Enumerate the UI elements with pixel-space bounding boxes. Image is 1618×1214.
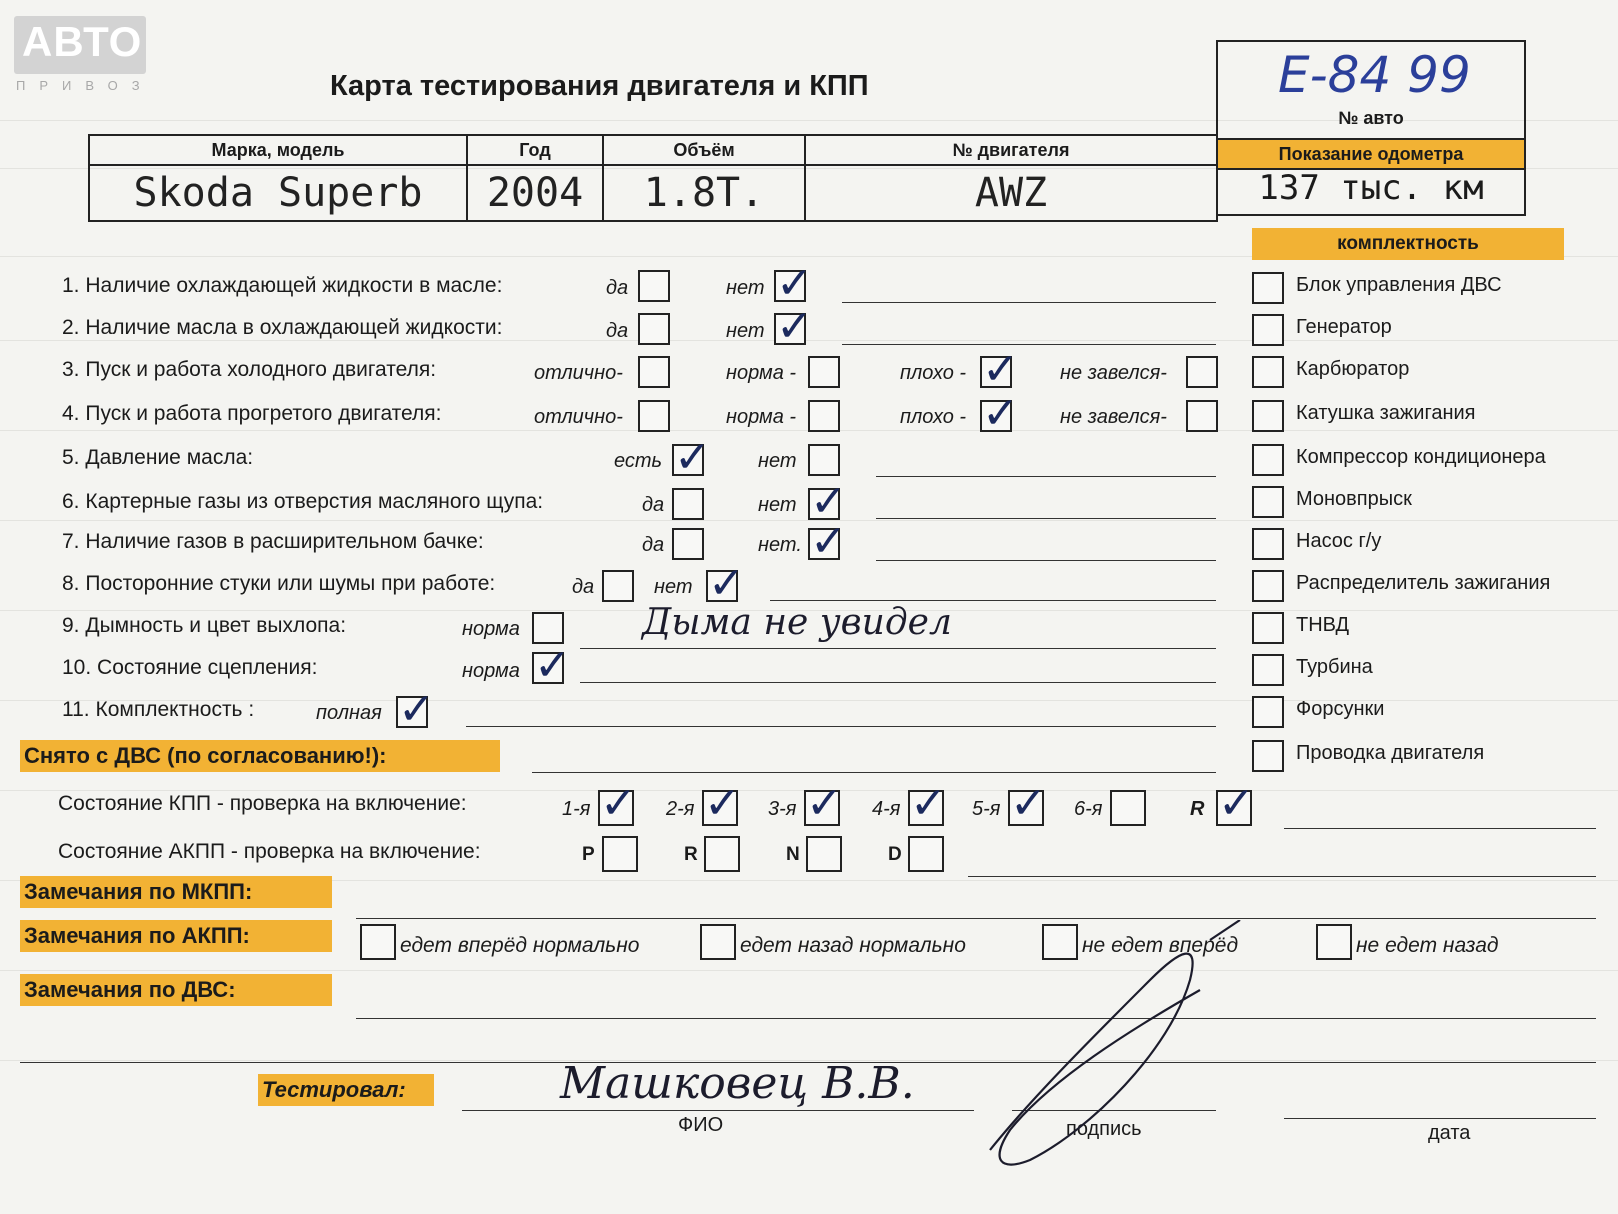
completeness-checkbox[interactable] — [1252, 314, 1284, 346]
completeness-checkbox[interactable] — [1252, 696, 1284, 728]
q5-no-checkbox[interactable] — [808, 444, 840, 476]
q4-bad-checkbox[interactable] — [980, 400, 1012, 432]
q2-yes-label: да — [606, 320, 629, 342]
completeness-item-label: Турбина — [1296, 656, 1373, 678]
watermark-logo-text: АВТО — [22, 18, 143, 65]
gear-label: 4-я — [872, 798, 901, 820]
q9-line — [580, 648, 1216, 649]
q7-no-checkbox[interactable] — [808, 528, 840, 560]
q8-no-label: нет — [654, 576, 693, 598]
akpp-position-label: N — [786, 844, 800, 865]
q9-handwritten-note: Дыма не увидел — [642, 602, 952, 643]
q2-yes-checkbox[interactable] — [638, 313, 670, 345]
q6-yes-label: да — [642, 494, 665, 516]
tested-by-title: Тестировал: — [258, 1074, 434, 1106]
q6-no-label: нет — [758, 494, 797, 516]
completeness-item-label: Насос г/у — [1296, 530, 1382, 552]
col-year-header: Год — [467, 135, 603, 165]
q9-normal-label: норма — [462, 618, 520, 640]
q5-present-label: есть — [614, 450, 663, 472]
q3-label: 3. Пуск и работа холодного двигателя: — [62, 358, 437, 381]
akpp-state-label: Состояние АКПП - проверка на включение: — [58, 840, 481, 863]
q5-no-label: нет — [758, 450, 797, 472]
date-line — [1284, 1118, 1596, 1119]
akpp-position-label: D — [888, 844, 902, 865]
mkpp-notes-title: Замечания по МКПП: — [20, 876, 332, 908]
gear-checkbox[interactable] — [598, 790, 634, 826]
completeness-checkbox[interactable] — [1252, 654, 1284, 686]
vehicle-info-table — [88, 134, 1218, 222]
completeness-item-label: Катушка зажигания — [1296, 402, 1476, 424]
removed-section-title: Снято с ДВС (по согласованию!): — [20, 740, 500, 772]
q1-label: 1. Наличие охлаждающей жидкости в масле: — [62, 274, 503, 297]
q8-no-checkbox[interactable] — [706, 570, 738, 602]
akpp-notes-title: Замечания по АКПП: — [20, 920, 332, 952]
completeness-item-label: Генератор — [1296, 316, 1392, 338]
auto-number-value: E-84 99 — [1278, 46, 1471, 104]
gear-checkbox[interactable] — [804, 790, 840, 826]
akpp-position-checkbox[interactable] — [704, 836, 740, 872]
completeness-checkbox[interactable] — [1252, 528, 1284, 560]
gear-label: 6-я — [1074, 798, 1103, 820]
completeness-item-label: Карбюратор — [1296, 358, 1410, 380]
q8-yes-label: да — [572, 576, 595, 598]
watermark-logo — [14, 16, 154, 93]
q3-normal-label: норма - — [726, 362, 797, 384]
completeness-item-label: Компрессор кондиционера — [1296, 446, 1546, 468]
gear-checkbox[interactable] — [1110, 790, 1146, 826]
gear-label: 2-я — [666, 798, 695, 820]
completeness-item-label: Распределитель зажигания — [1296, 572, 1551, 594]
col-volume-header: Объём — [603, 135, 805, 165]
akpp-position-checkbox[interactable] — [908, 836, 944, 872]
odometer-label: Показание одометра — [1218, 138, 1524, 170]
akpp-position-label: P — [582, 844, 595, 865]
q4-excellent-label: отлично- — [534, 406, 623, 428]
col-engine-header: № двигателя — [805, 135, 1217, 165]
tester-name: Машковец В.В. — [560, 1058, 915, 1109]
gear-label: 3-я — [768, 798, 797, 820]
q7-label: 7. Наличие газов в расширительном бачке: — [62, 530, 484, 553]
odometer-value: 137 тыс. км — [1258, 168, 1484, 208]
completeness-item-label: Блок управления ДВС — [1296, 274, 1502, 296]
akpp-line — [968, 876, 1596, 877]
akpp-option-label: едет назад нормально — [740, 934, 966, 957]
q9-label: 9. Дымность и цвет выхлопа: — [62, 614, 347, 637]
gear-checkbox[interactable] — [1216, 790, 1252, 826]
volume-value: 1.8T. — [603, 165, 805, 221]
signature-caption: подпись — [1066, 1118, 1142, 1140]
akpp-option-checkbox[interactable] — [1316, 924, 1352, 960]
q2-no-checkbox[interactable] — [774, 313, 806, 345]
q5-label: 5. Давление масла: — [62, 446, 254, 469]
completeness-checkbox[interactable] — [1252, 356, 1284, 388]
completeness-checkbox[interactable] — [1252, 272, 1284, 304]
completeness-item-label: Форсунки — [1296, 698, 1385, 720]
mkpp-state-label: Состояние КПП - проверка на включение: — [58, 792, 467, 815]
completeness-checkbox[interactable] — [1252, 570, 1284, 602]
completeness-item-label: ТНВД — [1296, 614, 1350, 636]
q1-no-checkbox[interactable] — [774, 270, 806, 302]
col-model-header: Марка, модель — [89, 135, 467, 165]
engine-value: AWZ — [805, 165, 1217, 221]
completeness-checkbox[interactable] — [1252, 400, 1284, 432]
completeness-title: комплектность — [1252, 228, 1564, 260]
q10-label: 10. Состояние сцепления: — [62, 656, 318, 679]
watermark-logo-sub: ПРИВОЗ — [16, 78, 154, 93]
akpp-position-checkbox[interactable] — [806, 836, 842, 872]
q3-excellent-label: отлично- — [534, 362, 623, 384]
q5-present-checkbox[interactable] — [672, 444, 704, 476]
q11-full-label: полная — [316, 702, 382, 724]
q1-no-label: нет — [726, 277, 765, 299]
removed-line — [532, 772, 1216, 773]
q11-full-checkbox[interactable] — [396, 696, 428, 728]
model-value: Skoda Superb — [89, 165, 467, 221]
akpp-position-checkbox[interactable] — [602, 836, 638, 872]
q7-line — [876, 560, 1216, 561]
akpp-position-label: R — [684, 844, 698, 865]
q2-line — [842, 344, 1216, 345]
completeness-checkbox[interactable] — [1252, 612, 1284, 644]
gear-label: 1-я — [562, 798, 591, 820]
q1-yes-label: да — [606, 277, 629, 299]
q11-line — [466, 726, 1216, 727]
q5-line — [876, 476, 1216, 477]
q2-no-label: нет — [726, 320, 765, 342]
gear-label: R — [1190, 798, 1205, 820]
q10-normal-label: норма — [462, 660, 520, 682]
q4-notstarted-checkbox[interactable] — [1186, 400, 1218, 432]
gear-line — [1284, 828, 1596, 829]
akpp-option-checkbox[interactable] — [700, 924, 736, 960]
q6-yes-checkbox[interactable] — [672, 488, 704, 520]
q3-bad-label: плохо - — [900, 362, 967, 384]
q4-label: 4. Пуск и работа прогретого двигателя: — [62, 402, 442, 425]
gear-checkbox[interactable] — [702, 790, 738, 826]
completeness-item-label: Проводка двигателя — [1296, 742, 1485, 764]
q2-label: 2. Наличие масла в охлаждающей жидкости: — [62, 316, 503, 339]
completeness-item-label: Моновпрыск — [1296, 488, 1412, 510]
q8-label: 8. Посторонние стуки или шумы при работе: — [62, 572, 496, 595]
q10-normal-checkbox[interactable] — [532, 652, 564, 684]
mkpp-notes-line — [356, 918, 1596, 919]
year-value: 2004 — [467, 165, 603, 221]
dvs-notes-title: Замечания по ДВС: — [20, 974, 332, 1006]
q4-normal-checkbox[interactable] — [808, 400, 840, 432]
q7-yes-checkbox[interactable] — [672, 528, 704, 560]
q3-excellent-checkbox[interactable] — [638, 356, 670, 388]
akpp-option-label: не едет назад — [1356, 934, 1499, 957]
gear-checkbox[interactable] — [908, 790, 944, 826]
q11-label: 11. Комплектность : — [62, 698, 255, 721]
q7-yes-label: да — [642, 534, 665, 556]
q8-yes-checkbox[interactable] — [602, 570, 634, 602]
auto-number-label: № авто — [1338, 108, 1404, 128]
akpp-option-checkbox[interactable] — [360, 924, 396, 960]
q8-line — [770, 600, 1216, 601]
q6-label: 6. Картерные газы из отверстия масляного щупа: — [62, 490, 544, 513]
q3-bad-checkbox[interactable] — [980, 356, 1012, 388]
page-title: Карта тестирования двигателя и КПП — [330, 70, 869, 102]
q3-normal-checkbox[interactable] — [808, 356, 840, 388]
q3-notstarted-checkbox[interactable] — [1186, 356, 1218, 388]
q6-line — [876, 518, 1216, 519]
gear-label: 5-я — [972, 798, 1001, 820]
akpp-option-label: едет вперёд нормально — [400, 934, 640, 957]
q1-line — [842, 302, 1216, 303]
q4-bad-label: плохо - — [900, 406, 967, 428]
gear-checkbox[interactable] — [1008, 790, 1044, 826]
q10-line — [580, 682, 1216, 683]
completeness-checkbox[interactable] — [1252, 444, 1284, 476]
completeness-checkbox[interactable] — [1252, 486, 1284, 518]
q7-no-label: нет. — [758, 534, 802, 556]
fio-line — [462, 1110, 974, 1111]
signature-scribble — [970, 920, 1270, 1180]
auto-number-box — [1216, 40, 1526, 216]
date-caption: дата — [1428, 1122, 1471, 1144]
q3-notstarted-label: не завелся- — [1060, 362, 1167, 384]
q4-excellent-checkbox[interactable] — [638, 400, 670, 432]
fio-caption: ФИО — [678, 1114, 724, 1136]
q4-notstarted-label: не завелся- — [1060, 406, 1167, 428]
akpp-option-label: не едет вперёд — [1082, 934, 1239, 957]
q4-normal-label: норма - — [726, 406, 797, 428]
completeness-checkbox[interactable] — [1252, 740, 1284, 772]
q1-yes-checkbox[interactable] — [638, 270, 670, 302]
